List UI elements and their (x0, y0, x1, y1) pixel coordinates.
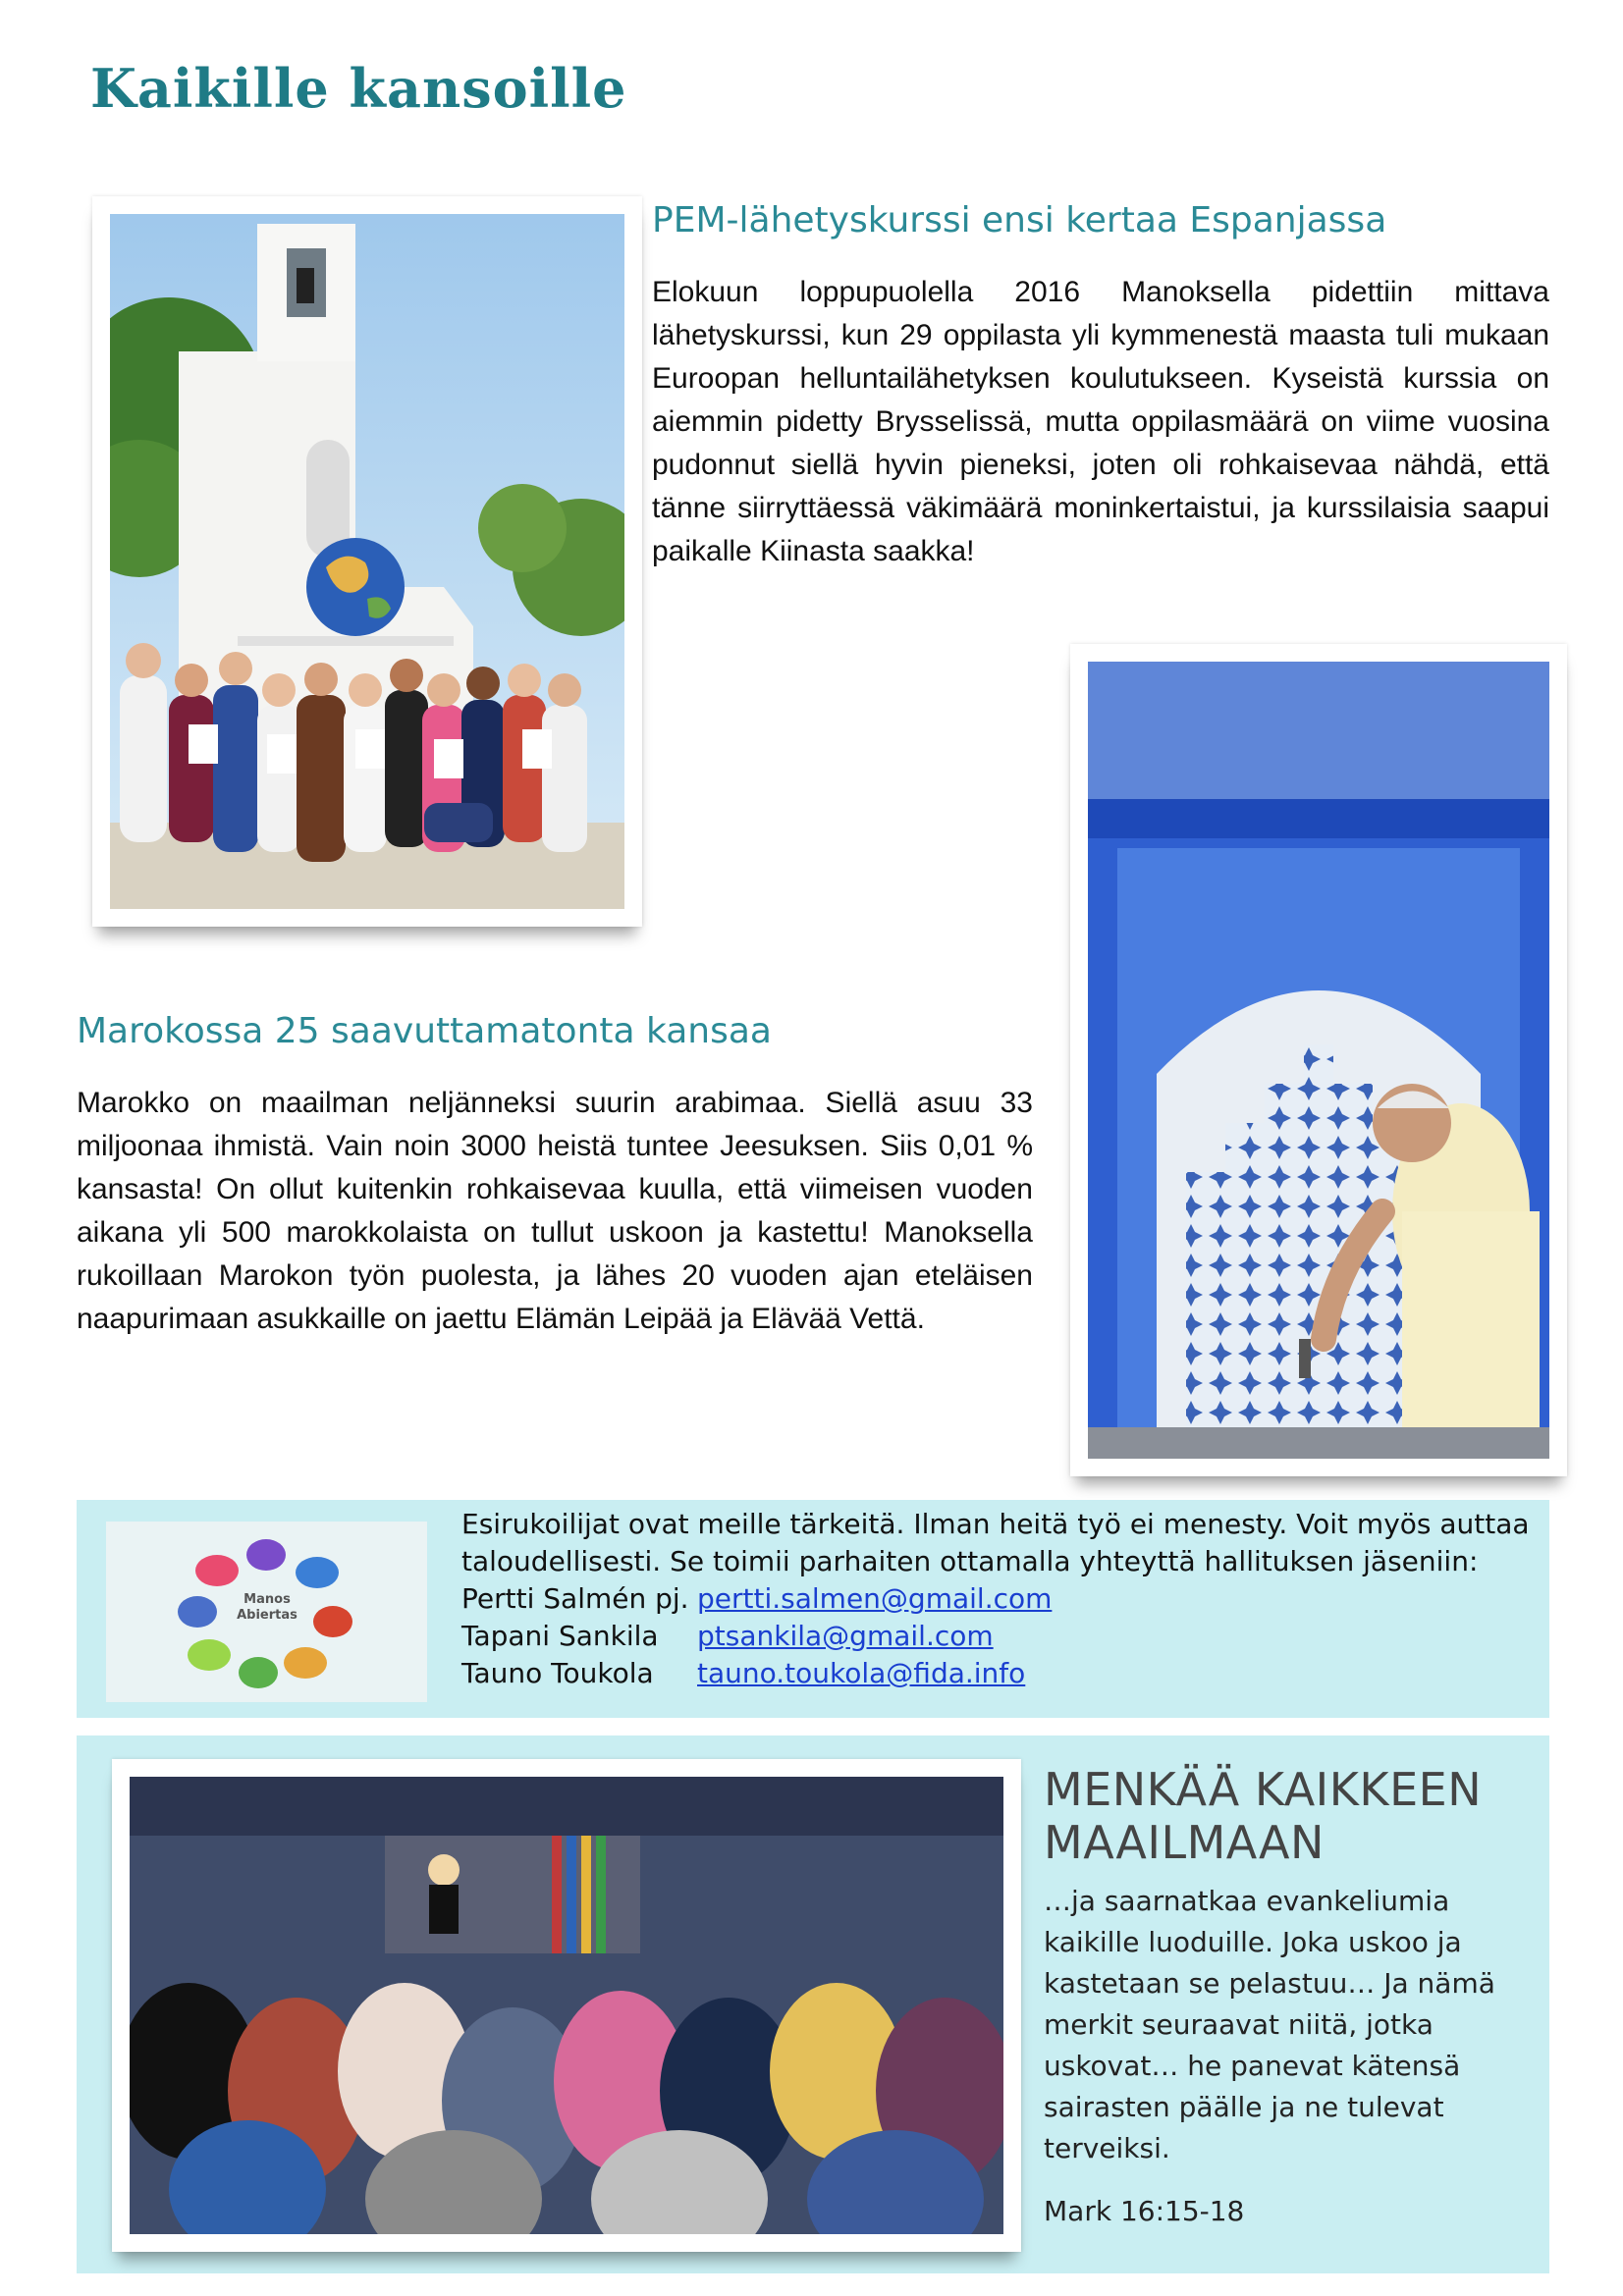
contact-info (461, 1506, 1542, 1692)
email-link[interactable]: pertti.salmen@gmail.com (697, 1582, 1053, 1615)
contact-row (461, 1655, 1542, 1692)
article1-body: Elokuun loppupuolella 2016 Manoksella pidettiin mittava lähetyskurssi, kun 29 oppilasta yli kymmenestä maasta tuli mukaan Euroopan helluntailähetyksen koulutukseen. Kyseistä kurssia on aiemmin pidetty Brysselissä, mutta oppilasmäärä on viime vuosina pudonnut siellä hyvin pieneksi, joten oli rohkaisevaa nähdä, että tänne siirryttäessä väkimäärä moninkertaistui, ja kurssilaisia saapui paikalle Kiinasta saakka! (652, 276, 1549, 567)
article2-body: Marokko on maailman neljänneksi suurin arabimaa. Siellä asuu 33 miljoonaa ihmistä. Vain noin 3000 heistä tuntee Jeesuksen. Siis 0,01 % kansasta! On ollut kuitenkin rohkaisevaa kuulla, että viimeisen vuoden aikana yli 500 marokkolaista on tullut uskoon ja kastettu! Manoksella rukoillaan Marokon työn puolesta, ja lähes 20 vuoden ajan eteläisen naapurimaan asukkaille on jaettu Elämän Leipää ja Elävää Vettä. (77, 1087, 1033, 1335)
contact-name: Pertti Salmén pj. (461, 1582, 689, 1615)
contact-name: Tauno Toukola (461, 1657, 654, 1689)
mission-text: …ja saarnatkaa evankeliumia kaikille luoduille. Joka uskoo ja kastetaan se pelastuu… Ja nämä merkit seuraavat niitä, jotka uskovat… he panevat kätensä sairasten päälle ja ne tulevat terveiksi. (1044, 1885, 1495, 2164)
mission-reference: Mark 16:15-18 (1044, 2195, 1245, 2227)
page-title: Kaikille kansoille (90, 57, 627, 120)
article2-heading: Marokossa 25 saavuttamatonta kansaa (77, 1011, 772, 1051)
morocco-fountain-photo (1070, 644, 1567, 1476)
contact-row (461, 1580, 1542, 1618)
church-group-photo (92, 196, 642, 927)
logo-text: Manos Abiertas (237, 1592, 298, 1623)
contact-name: Tapani Sankila (461, 1620, 659, 1652)
mission-title: MENKÄÄ KAIKKEEN MAAILMAAN (1044, 1763, 1483, 1869)
email-link[interactable]: ptsankila@gmail.com (697, 1620, 994, 1652)
article1-heading: PEM-lähetyskurssi ensi kertaa Espanjassa (652, 200, 1387, 240)
email-link[interactable]: tauno.toukola@fida.info (697, 1657, 1026, 1689)
manos-abiertas-logo (106, 1522, 427, 1702)
contact-row (461, 1618, 1542, 1655)
congregation-photo (112, 1759, 1021, 2252)
contact-intro: Esirukoilijat ovat meille tärkeitä. Ilman heitä työ ei menesty. Voit myös auttaa taloudellisesti. Se toimii parhaiten ottamalla yhteyttä hallituksen jäseniin: (461, 1508, 1530, 1577)
